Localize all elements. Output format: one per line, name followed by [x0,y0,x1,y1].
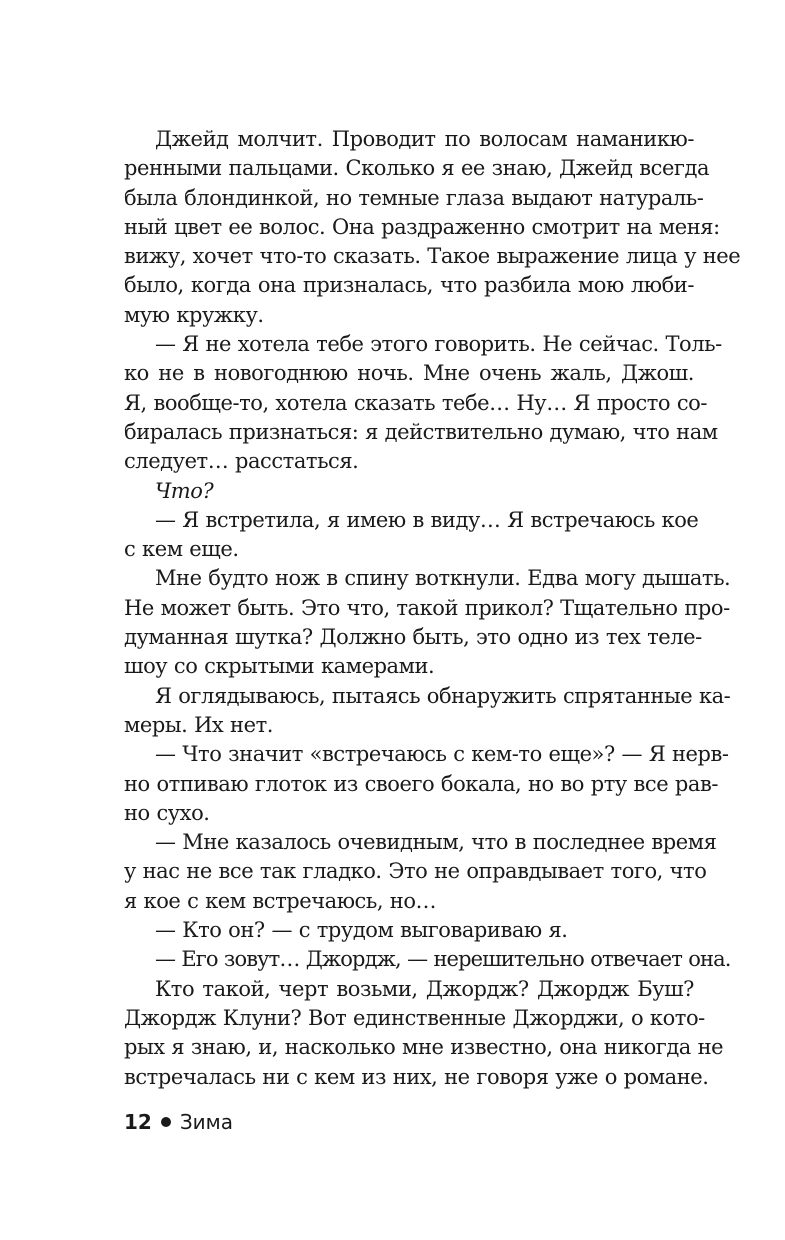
text-line: — Мне казалось очевидным, что в последнее время [155,830,717,855]
body-text [124,125,741,1092]
text-line: — Что значит «встречаюсь с кем-то еще»? — Я нерв- [155,742,729,767]
text-line: ный цвет ее волос. Она раздраженно смотрит на меня: [124,214,720,239]
text-line: с кем еще. [124,537,239,562]
text-line: я кое с кем встречаюсь, но… [124,888,437,913]
text-line: — Я встретила, я имею в виду… Я встречаюсь кое [155,507,699,532]
text-line: у нас не все так гладко. Это не оправдывает того, что [124,859,707,884]
text-line: думанная шутка? Должно быть, это одно из тех теле- [124,625,702,650]
text-line: Я оглядываюсь, пытаясь обнаружить спрятанные ка- [155,683,731,708]
text-line: — Я не хотела тебе этого говорить. Не сейчас. Толь- [155,332,722,357]
text-line: но сухо. [124,800,210,825]
text-line: следует… расстаться. [124,449,359,474]
text-line: было, когда она призналась, что разбила мою люби- [124,273,694,298]
text-line: — Его зовут… Джордж, — нерешительно отвечает она. [155,947,731,972]
text-line: но отпиваю глоток из своего бокала, но во рту все рав- [124,771,718,796]
text-line: Кто такой, черт возьми, Джордж? Джордж Буш? [155,976,694,1001]
text-line: ко не в новогоднюю ночь. Мне очень жаль, Джош. [124,361,694,386]
text-line: Не может быть. Это что, такой прикол? Тщательно про- [124,595,730,620]
text-line: вижу, хочет что-то сказать. Такое выражение лица у нее [124,244,741,269]
text-line: встречалась ни с кем из них, не говоря уже о романе. [124,1064,709,1089]
text-line: мую кружку. [124,302,264,327]
text-line: Что? [155,478,214,503]
text-line: Джейд молчит. Проводит по волосам наманикю- [155,127,694,151]
text-line: Я, вообще-то, хотела сказать тебе… Ну… Я просто со- [124,390,707,415]
page-number: 12 [124,1110,152,1134]
text-line: биралась признаться: я действительно думаю, что нам [124,419,718,444]
text-line: шоу со скрытыми камерами. [124,654,435,679]
text-line: Джордж Клуни? Вот единственные Джорджи, о кото- [124,1005,705,1030]
bullet-separator-icon [161,1117,171,1127]
text-line: меры. Их нет. [124,712,273,737]
text-line: ренными пальцами. Сколько я ее знаю, Джейд всегда [124,156,710,181]
text-line: — Кто он? — с трудом выговариваю я. [155,918,568,943]
section-title: Зима [179,1110,234,1134]
text-line: рых я знаю, и, насколько мне известно, она никогда не [124,1035,724,1060]
page-footer [124,1108,233,1136]
text-line: была блондинкой, но темные глаза выдают натураль- [124,185,704,210]
text-line: Мне будто нож в спину воткнули. Едва могу дышать. [155,566,731,591]
